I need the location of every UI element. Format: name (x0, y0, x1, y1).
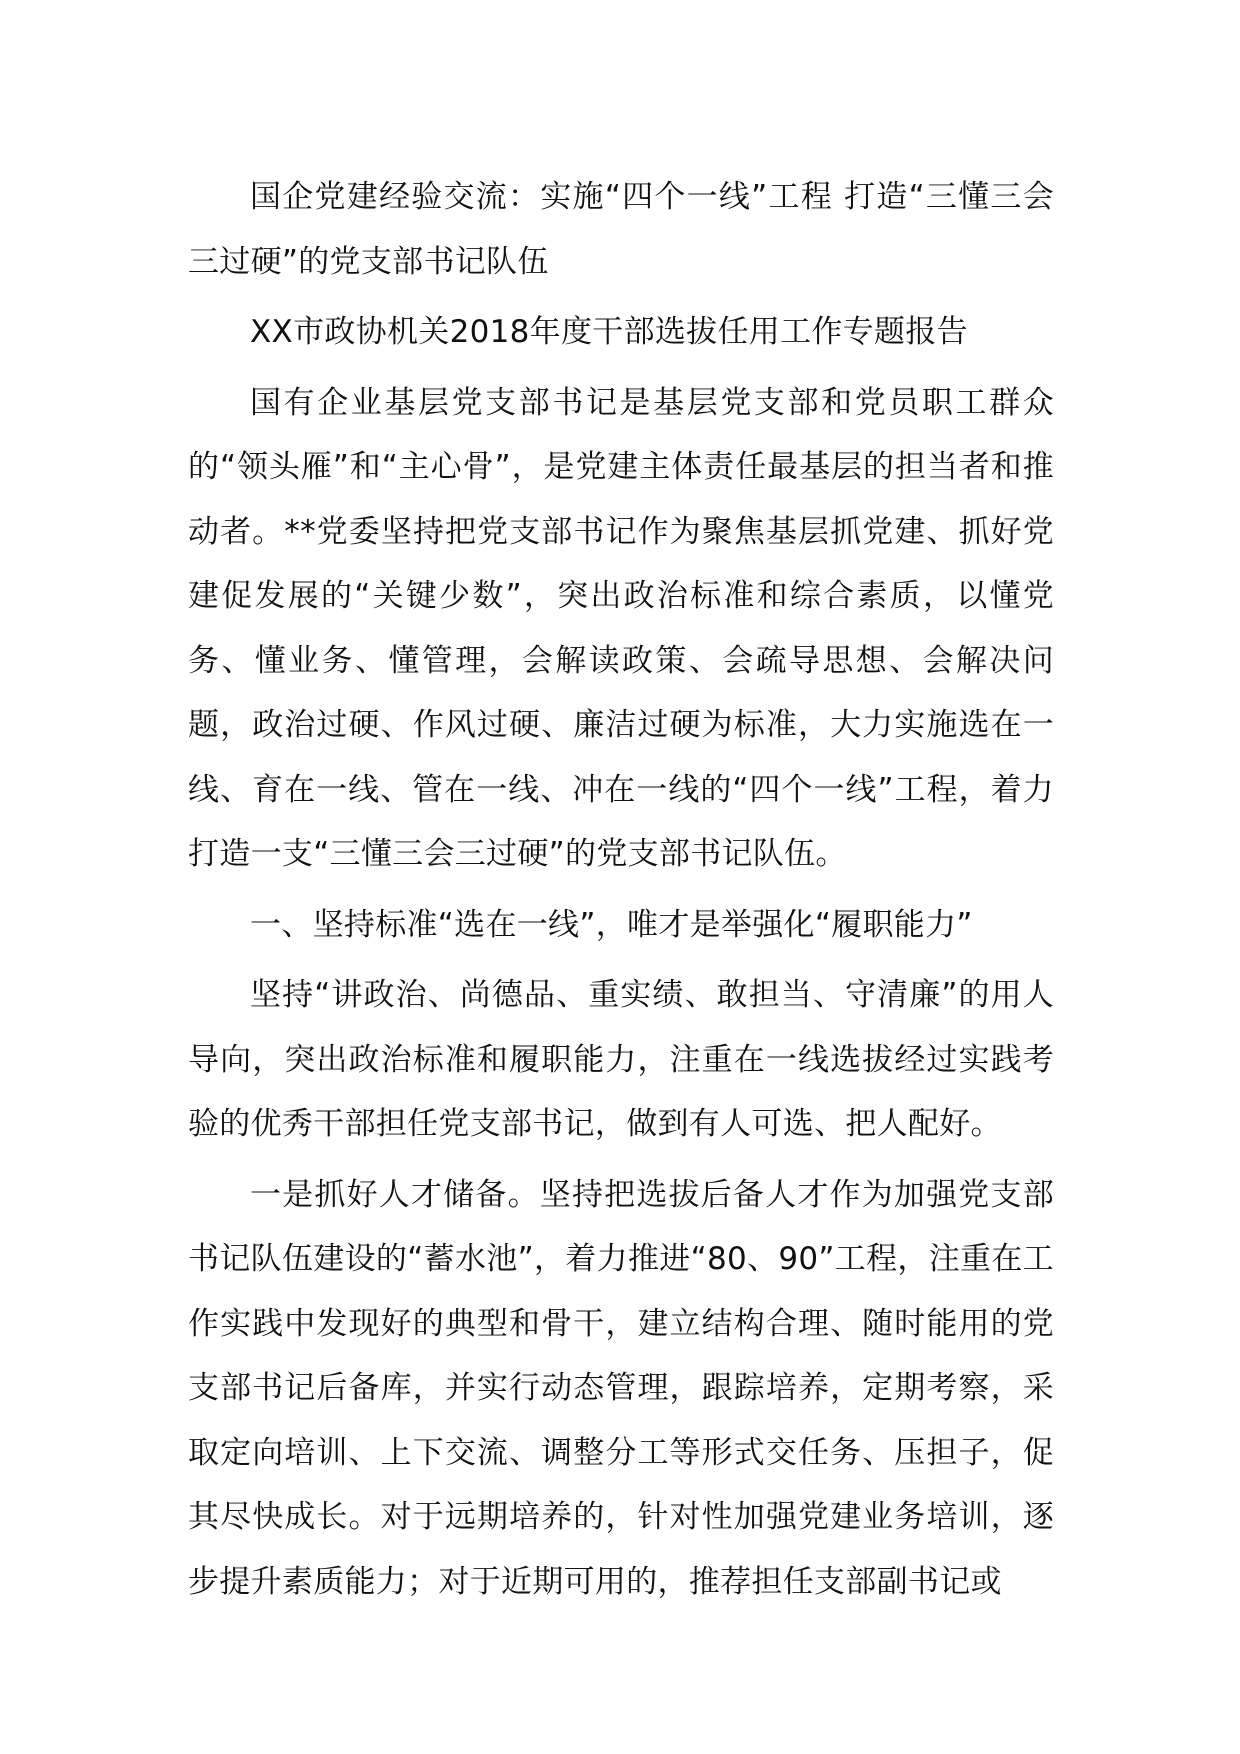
document-subtitle: XX市政协机关2018年度干部选拔任用工作专题报告 (250, 314, 968, 350)
section-1-paragraph: 坚持“讲政治、尚德品、重实绩、敢担当、守清廉”的用人导向，突出政治标准和履职能力，注重在一线选拔经过实践考验的优秀干部担任党支部书记，做到有人可选、把人配好。 (188, 977, 1054, 1142)
talent-reserve-paragraph: 一是抓好人才储备。坚持把选拔后备人才作为加强党支部书记队伍建设的“蓄水池”，着力推进“80、90”工程，注重在工作实践中发现好的典型和骨干，建立结构合理、随时能用的党支部书记后备库，并实行动态管理，跟踪培养，定期考察，采取定向培训、上下交流、调整分工等形式交任务、压担子，促其尽快成长。对于远期培养的，针对性加强党建业务培训，逐步提升素质能力；对于近期可用的，推荐担任支部副书记或 (188, 1176, 1054, 1600)
intro-paragraph: 国有企业基层党支部书记是基层党支部和党员职工群众的“领头雁”和“主心骨”，是党建主体责任最基层的担当者和推动者。**党委坚持把党支部书记作为聚焦基层抓党建、抓好党建促发展的“关键少数”，突出政治标准和综合素质，以懂党务、懂业务、懂管理，会解读政策、会疏导思想、会解决问题，政治过硬、作风过硬、廉洁过硬为标准，大力实施选在一线、育在一线、管在一线、冲在一线的“四个一线”工程，着力打造一支“三懂三会三过硬”的党支部书记队伍。 (188, 384, 1054, 872)
document-title: 国企党建经验交流：实施“四个一线”工程 打造“三懂三会三过硬”的党支部书记队伍 (188, 179, 1054, 280)
section-heading-1: 一、坚持标准“选在一线”，唯才是举强化“履职能力” (250, 906, 973, 943)
document-body (188, 165, 1054, 1620)
